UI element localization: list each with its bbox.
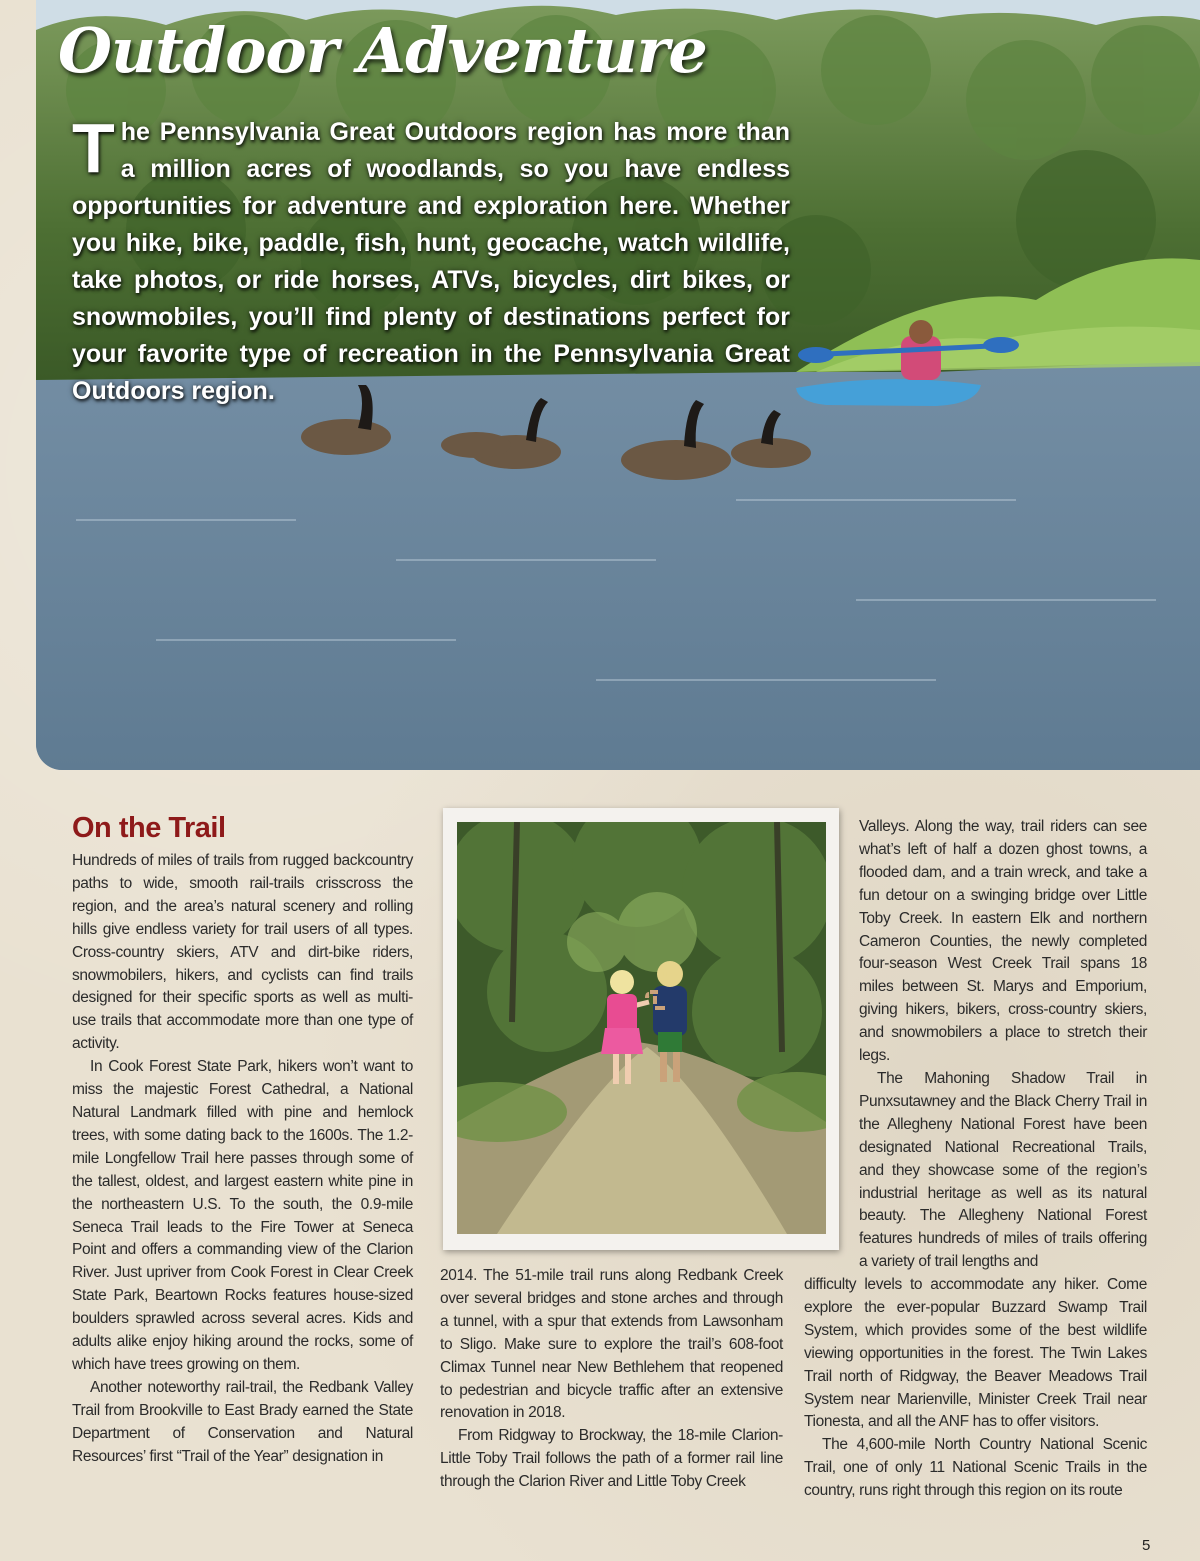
paragraph: From Ridgway to Brockway, the 18-mile Clarion-Little Toby Trail follows the path of a former rail line through the Clarion River and Little Toby Creek	[440, 1427, 783, 1491]
paragraph: Hundreds of miles of trails from rugged backcountry paths to wide, smooth rail-trails crisscross the region, and the area’s natural scenery and rolling hills give endless variety for trail users of all types. Cross-country skiers, ATV and dirt-bike riders, snowmobilers, hikers, and cyclists can find trails designed for their specific sports as well as multi-use trails that accommodate more than one type of activity.	[72, 852, 413, 1053]
intro-paragraph	[72, 109, 790, 410]
column-3-top	[859, 816, 1147, 1274]
page-number: 5	[1142, 1537, 1151, 1554]
section-heading: On the Trail	[72, 812, 226, 844]
paragraph: difficulty levels to accommodate any hiker. Come explore the ever-popular Buzzard Swamp Trail System, which provides some of the best wildlife viewing opportunities in the forest. The Twin Lakes Trail north of Ridgway, the Beaver Meadows Trail System near Marienville, Minister Creek Trail near Tionesta, and all the ANF has to offer visitors.	[804, 1276, 1147, 1431]
column-1	[72, 850, 413, 1468]
paragraph: Another noteworthy rail-trail, the Redbank Valley Trail from Brookville to East Brady earned the State Department of Conservation and Natural Resources’ first “Trail of the Year” designation in	[72, 1378, 413, 1465]
paragraph: In Cook Forest State Park, hikers won’t want to miss the majestic Forest Cathedral, a National Natural Landmark filled with pine and hemlock trees, with some dating back to the 1600s. The 1.2-mile Longfellow Trail here passes through some of the tallest, oldest, and largest eastern white pine in the northeastern U.S. To the south, the 0.9-mile Seneca Trail leads to the Fire Tower at Seneca Point and offers a commanding view of the Clarion River. Just upriver from Cook Forest in Clear Creek State Park, Beartown Rocks features house-sized boulders sprawled across several acres. Kids and adults alike enjoy hiking around the rocks, some of which have trees growing on them.	[72, 1058, 413, 1373]
paragraph: Valleys. Along the way, trail riders can see what’s left of half a dozen ghost towns, a flooded dam, and a train wreck, and take a fun detour on a swinging bridge over Little Toby Creek. In eastern Elk and northern Cameron Counties, the newly completed four-season West Creek Trail spans 18 miles between St. Marys and Emporium, giving hikers, bikers, cross-country skiers, and snowmobilers a place to stretch their legs.	[859, 818, 1147, 1065]
page-title: Outdoor Adventure	[58, 14, 707, 87]
paragraph: The Mahoning Shadow Trail in Punxsutawney and the Black Cherry Trail in the Allegheny National Forest have been designated National Recreational Trails, and they showcase some of the region’s industrial heritage as well as its natural beauty. The Allegheny National Forest features hundreds of miles of trails offering a variety of trail lengths and	[859, 1069, 1147, 1271]
paragraph: The 4,600-mile North Country National Scenic Trail, one of only 11 National Scenic Trails in the country, runs right through this region on its route	[804, 1436, 1147, 1500]
hero-section	[36, 0, 1200, 770]
intro-text: he Pennsylvania Great Outdoors region has more than a million acres of woodlands, so you have endless opportunities for adventure and exploration here. Whether you hike, bike, paddle, fish, hunt, geocache, watch wildlife, take photos, or ride horses, ATVs, bicycles, dirt bikes, or snowmobiles, you’ll find plenty of destinations perfect for your favorite type of recreation in the Pennsylvania Great Outdoors region.	[72, 118, 790, 405]
drop-cap: T	[72, 109, 115, 187]
trail-photo-frame	[443, 808, 839, 1250]
column-3-bottom	[804, 1274, 1147, 1503]
column-2	[440, 1265, 783, 1494]
paragraph: 2014. The 51-mile trail runs along Redbank Creek over several bridges and stone arches and through a tunnel, with a spur that extends from Lawsonham to Sligo. Make sure to explore the trail’s 608-foot Climax Tunnel near New Bethlehem that reopened to pedestrian and bicycle traffic after an extensive renovation in 2018.	[440, 1267, 783, 1422]
trail-photo	[457, 822, 826, 1234]
